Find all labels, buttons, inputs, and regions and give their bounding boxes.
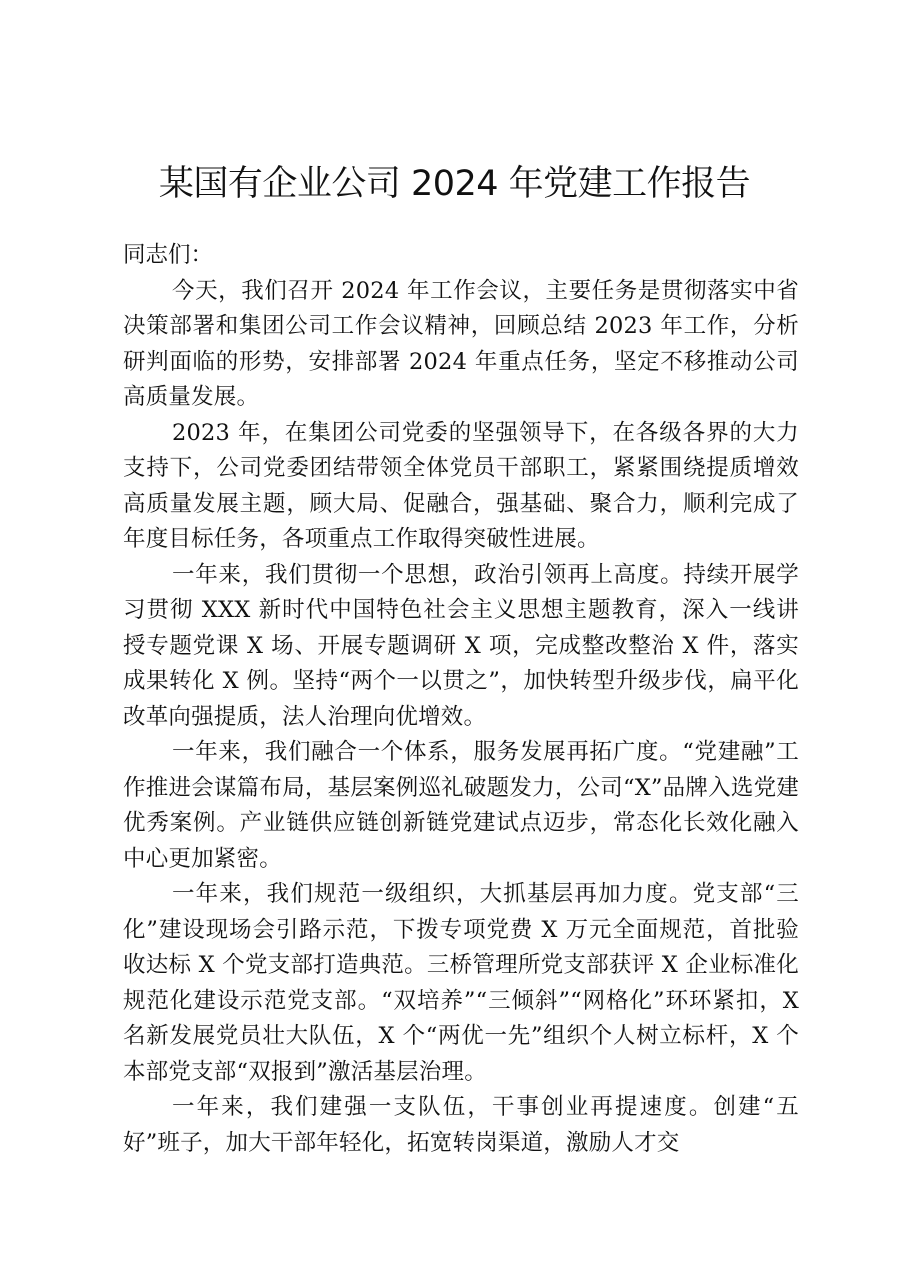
paragraph-team-building: 一年来，我们建强一支队伍，干事创业再提速度。创建“五好”班子，加大干部年轻化，拓宽转岗渠道，激励人才交	[123, 1094, 799, 1156]
document-title: 某国有企业公司 2024 年党建工作报告	[158, 164, 751, 204]
paragraph-2023-summary: 2023 年，在集团公司党委的坚强领导下，在各级各界的大力支持下，公司党委团结带领全体党员干部职工，紧紧围绕提质增效高质量发展主题，顾大局、促融合，强基础、聚合力，顺利完成了年度目标任务，各项重点工作取得突破性进展。	[123, 419, 799, 552]
salutation: 同志们：	[123, 242, 214, 268]
paragraph-integration-system: 一年来，我们融合一个体系，服务发展再拓广度。“党建融”工作推进会谋篇布局，基层案例巡礼破题发力，公司“X”品牌入选党建优秀案例。产业链供应链创新链党建试点迈步，常态化长效化融入中心更加紧密。	[123, 739, 799, 872]
paragraph-grassroots-organization: 一年来，我们规范一级组织，大抓基层再加力度。党支部“三化”建设现场会引路示范，下拨专项党费 X 万元全面规范，首批验收达标 X 个党支部打造典范。三桥管理所党支部获评 X 企业标准化规范化建设示范党支部。“双培养”“三倾斜”“网格化”环环紧扣，X 名新发展党员壮大队伍，X 个“两优一先”组织个人树立标杆，X 个本部党支部“双报到”激活基层治理。	[123, 881, 799, 1085]
document-body	[123, 238, 799, 1161]
paragraph-political-leadership: 一年来，我们贯彻一个思想，政治引领再上高度。持续开展学习贯彻 XXX 新时代中国特色社会主义思想主题教育，深入一线讲授专题党课 X 场、开展专题调研 X 项，完成整改整治 X 件，落实成果转化 X 例。坚持“两个一以贯之”，加快转型升级步伐，扁平化改革向强提质，法人治理向优增效。	[123, 561, 799, 730]
paragraph-opening: 今天，我们召开 2024 年工作会议，主要任务是贯彻落实中省决策部署和集团公司工作会议精神，回顾总结 2023 年工作，分析研判面临的形势，安排部署 2024 年重点任务，坚定不移推动公司高质量发展。	[123, 277, 799, 410]
